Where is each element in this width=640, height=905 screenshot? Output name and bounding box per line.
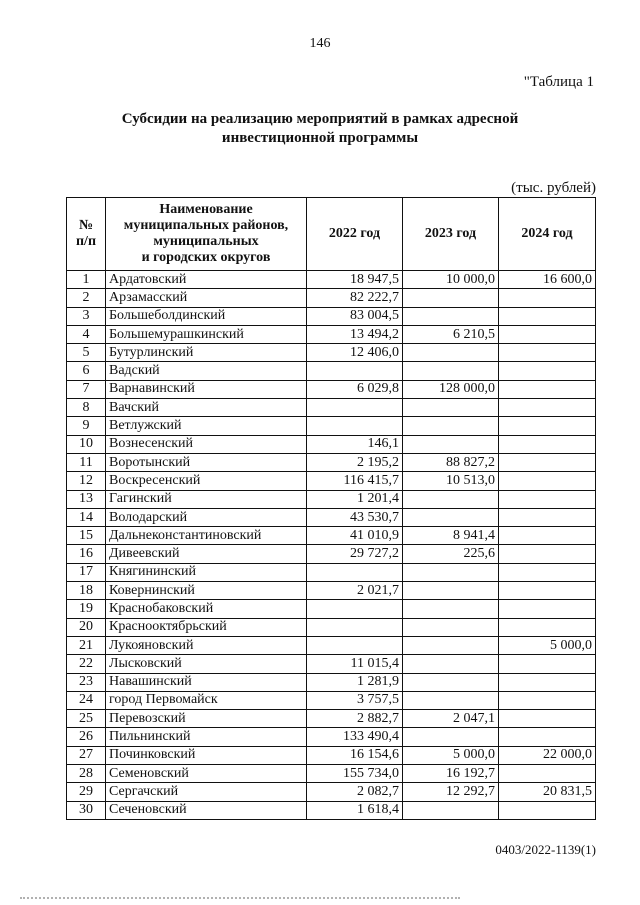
table-row xyxy=(67,380,596,398)
row-number-cell: 5 xyxy=(67,344,106,362)
district-name-cell: Ветлужский xyxy=(106,417,307,435)
value-2023-cell: 5 000,0 xyxy=(403,746,499,764)
value-2022-cell: 41 010,9 xyxy=(307,527,403,545)
value-2022-cell: 29 727,2 xyxy=(307,545,403,563)
value-2023-cell: 128 000,0 xyxy=(403,380,499,398)
table-row xyxy=(67,710,596,728)
col-header-number-line-2: п/п xyxy=(75,234,97,249)
table-row xyxy=(67,344,596,362)
value-2022-cell: 13 494,2 xyxy=(307,325,403,343)
table-row xyxy=(67,435,596,453)
table-row xyxy=(67,325,596,343)
value-2024-cell xyxy=(499,508,596,526)
district-name-cell: Ардатовский xyxy=(106,271,307,289)
row-number-cell: 23 xyxy=(67,673,106,691)
value-2024-cell: 20 831,5 xyxy=(499,783,596,801)
row-number-cell: 22 xyxy=(67,655,106,673)
value-2023-cell xyxy=(403,289,499,307)
table-header xyxy=(67,198,596,271)
table-row xyxy=(67,765,596,783)
row-number-cell: 30 xyxy=(67,801,106,819)
row-number-cell: 20 xyxy=(67,618,106,636)
row-number-cell: 10 xyxy=(67,435,106,453)
value-2023-cell: 225,6 xyxy=(403,545,499,563)
row-number-cell: 6 xyxy=(67,362,106,380)
value-2023-cell: 2 047,1 xyxy=(403,710,499,728)
value-2023-cell xyxy=(403,801,499,819)
district-name-cell: Краснооктябрьский xyxy=(106,618,307,636)
value-2023-cell xyxy=(403,600,499,618)
value-2023-cell xyxy=(403,655,499,673)
subsidies-table xyxy=(66,197,596,820)
table-row xyxy=(67,728,596,746)
value-2023-cell xyxy=(403,417,499,435)
value-2024-cell xyxy=(499,618,596,636)
row-number-cell: 27 xyxy=(67,746,106,764)
district-name-cell: Гагинский xyxy=(106,490,307,508)
value-2022-cell: 155 734,0 xyxy=(307,765,403,783)
col-header-2024: 2024 год xyxy=(499,198,596,271)
col-header-name-line-1: Наименование xyxy=(159,202,253,217)
table-row xyxy=(67,636,596,654)
table-row xyxy=(67,746,596,764)
district-name-cell: Семеновский xyxy=(106,765,307,783)
value-2024-cell: 16 600,0 xyxy=(499,271,596,289)
row-number-cell: 18 xyxy=(67,582,106,600)
district-name-cell: Дальнеконстантиновский xyxy=(106,527,307,545)
table-row xyxy=(67,673,596,691)
value-2023-cell: 12 292,7 xyxy=(403,783,499,801)
value-2024-cell xyxy=(499,600,596,618)
document-code: 0403/2022-1139(1) xyxy=(495,842,596,857)
value-2023-cell xyxy=(403,673,499,691)
district-name-cell: Володарский xyxy=(106,508,307,526)
value-2023-cell xyxy=(403,344,499,362)
value-2023-cell: 10 000,0 xyxy=(403,271,499,289)
value-2024-cell xyxy=(499,453,596,471)
row-number-cell: 7 xyxy=(67,380,106,398)
value-2024-cell xyxy=(499,527,596,545)
value-2024-cell xyxy=(499,289,596,307)
value-2022-cell: 11 015,4 xyxy=(307,655,403,673)
value-2024-cell: 22 000,0 xyxy=(499,746,596,764)
row-number-cell: 15 xyxy=(67,527,106,545)
table-row xyxy=(67,399,596,417)
table-row xyxy=(67,618,596,636)
value-2024-cell xyxy=(499,399,596,417)
value-2022-cell xyxy=(307,563,403,581)
row-number-cell: 17 xyxy=(67,563,106,581)
value-2022-cell: 1 618,4 xyxy=(307,801,403,819)
table-row xyxy=(67,563,596,581)
district-name-cell: Краснобаковский xyxy=(106,600,307,618)
table-row xyxy=(67,508,596,526)
value-2022-cell xyxy=(307,362,403,380)
value-2023-cell xyxy=(403,691,499,709)
row-number-cell: 26 xyxy=(67,728,106,746)
table-row xyxy=(67,801,596,819)
table-label: "Таблица 1 xyxy=(523,74,594,90)
district-name-cell: Пильнинский xyxy=(106,728,307,746)
value-2022-cell: 2 082,7 xyxy=(307,783,403,801)
district-name-cell: Воскресенский xyxy=(106,472,307,490)
value-2024-cell xyxy=(499,417,596,435)
value-2023-cell: 88 827,2 xyxy=(403,453,499,471)
table-row xyxy=(67,527,596,545)
row-number-cell: 9 xyxy=(67,417,106,435)
value-2024-cell xyxy=(499,691,596,709)
value-2022-cell: 1 281,9 xyxy=(307,673,403,691)
value-2022-cell: 2 021,7 xyxy=(307,582,403,600)
value-2023-cell xyxy=(403,435,499,453)
col-header-2023: 2023 год xyxy=(403,198,499,271)
document-title xyxy=(100,110,540,148)
value-2024-cell xyxy=(499,582,596,600)
row-number-cell: 19 xyxy=(67,600,106,618)
row-number-cell: 25 xyxy=(67,710,106,728)
district-name-cell: Вачский xyxy=(106,399,307,417)
table-row xyxy=(67,545,596,563)
value-2023-cell xyxy=(403,582,499,600)
table-row xyxy=(67,655,596,673)
table-row xyxy=(67,691,596,709)
value-2023-cell xyxy=(403,563,499,581)
table-row xyxy=(67,362,596,380)
col-header-number xyxy=(67,198,106,271)
value-2024-cell xyxy=(499,728,596,746)
col-header-name xyxy=(106,198,307,271)
row-number-cell: 16 xyxy=(67,545,106,563)
row-number-cell: 1 xyxy=(67,271,106,289)
value-2022-cell xyxy=(307,618,403,636)
table-row xyxy=(67,582,596,600)
col-header-name-line-4: и городских округов xyxy=(141,250,271,265)
header-row xyxy=(67,198,596,271)
district-name-cell: Бутурлинский xyxy=(106,344,307,362)
scan-artifact xyxy=(20,897,460,905)
value-2023-cell xyxy=(403,362,499,380)
value-2023-cell xyxy=(403,618,499,636)
value-2024-cell xyxy=(499,325,596,343)
district-name-cell: Княгининский xyxy=(106,563,307,581)
row-number-cell: 2 xyxy=(67,289,106,307)
district-name-cell: Ковернинский xyxy=(106,582,307,600)
value-2023-cell xyxy=(403,399,499,417)
district-name-cell: Лукояновский xyxy=(106,636,307,654)
row-number-cell: 4 xyxy=(67,325,106,343)
value-2023-cell xyxy=(403,508,499,526)
value-2024-cell xyxy=(499,710,596,728)
value-2023-cell: 16 192,7 xyxy=(403,765,499,783)
row-number-cell: 3 xyxy=(67,307,106,325)
value-2023-cell: 10 513,0 xyxy=(403,472,499,490)
district-name-cell: Арзамасский xyxy=(106,289,307,307)
title-line-1: Субсидии на реализацию мероприятий в рамках адресной xyxy=(121,111,519,127)
district-name-cell: Сергачский xyxy=(106,783,307,801)
value-2024-cell xyxy=(499,380,596,398)
value-2024-cell xyxy=(499,344,596,362)
row-number-cell: 21 xyxy=(67,636,106,654)
value-2022-cell: 1 201,4 xyxy=(307,490,403,508)
value-2022-cell xyxy=(307,417,403,435)
value-2024-cell: 5 000,0 xyxy=(499,636,596,654)
district-name-cell: Варнавинский xyxy=(106,380,307,398)
col-header-number-line-1: № xyxy=(78,218,94,233)
value-2022-cell xyxy=(307,636,403,654)
row-number-cell: 13 xyxy=(67,490,106,508)
units-note: (тыс. рублей) xyxy=(511,180,596,196)
value-2024-cell xyxy=(499,362,596,380)
value-2022-cell: 133 490,4 xyxy=(307,728,403,746)
table-row xyxy=(67,307,596,325)
value-2023-cell: 8 941,4 xyxy=(403,527,499,545)
district-name-cell: Вадский xyxy=(106,362,307,380)
district-name-cell: Починковский xyxy=(106,746,307,764)
table-row xyxy=(67,600,596,618)
table-row xyxy=(67,490,596,508)
row-number-cell: 28 xyxy=(67,765,106,783)
value-2023-cell xyxy=(403,636,499,654)
value-2022-cell: 16 154,6 xyxy=(307,746,403,764)
value-2022-cell: 83 004,5 xyxy=(307,307,403,325)
value-2022-cell: 43 530,7 xyxy=(307,508,403,526)
district-name-cell: Воротынский xyxy=(106,453,307,471)
value-2024-cell xyxy=(499,490,596,508)
value-2022-cell xyxy=(307,600,403,618)
table-row xyxy=(67,783,596,801)
district-name-cell: Навашинский xyxy=(106,673,307,691)
table-body xyxy=(67,271,596,820)
value-2022-cell: 3 757,5 xyxy=(307,691,403,709)
value-2023-cell: 6 210,5 xyxy=(403,325,499,343)
row-number-cell: 12 xyxy=(67,472,106,490)
table-row xyxy=(67,271,596,289)
value-2022-cell: 82 222,7 xyxy=(307,289,403,307)
value-2024-cell xyxy=(499,673,596,691)
district-name-cell: Большемурашкинский xyxy=(106,325,307,343)
value-2023-cell xyxy=(403,728,499,746)
value-2022-cell: 2 882,7 xyxy=(307,710,403,728)
value-2024-cell xyxy=(499,545,596,563)
district-name-cell: Большеболдинский xyxy=(106,307,307,325)
col-header-name-line-2: муниципальных районов, xyxy=(123,218,289,233)
value-2023-cell xyxy=(403,490,499,508)
district-name-cell: город Первомайск xyxy=(106,691,307,709)
value-2022-cell: 2 195,2 xyxy=(307,453,403,471)
district-name-cell: Перевозский xyxy=(106,710,307,728)
value-2022-cell xyxy=(307,399,403,417)
value-2022-cell: 12 406,0 xyxy=(307,344,403,362)
value-2024-cell xyxy=(499,563,596,581)
table-row xyxy=(67,453,596,471)
value-2022-cell: 146,1 xyxy=(307,435,403,453)
table-row xyxy=(67,289,596,307)
value-2023-cell xyxy=(403,307,499,325)
row-number-cell: 11 xyxy=(67,453,106,471)
title-line-2: инвестиционной программы xyxy=(221,130,419,146)
row-number-cell: 8 xyxy=(67,399,106,417)
page-number: 146 xyxy=(309,36,331,51)
value-2024-cell xyxy=(499,435,596,453)
row-number-cell: 24 xyxy=(67,691,106,709)
district-name-cell: Вознесенский xyxy=(106,435,307,453)
row-number-cell: 29 xyxy=(67,783,106,801)
table-row xyxy=(67,417,596,435)
value-2024-cell xyxy=(499,655,596,673)
value-2024-cell xyxy=(499,472,596,490)
value-2024-cell xyxy=(499,801,596,819)
district-name-cell: Дивеевский xyxy=(106,545,307,563)
value-2022-cell: 18 947,5 xyxy=(307,271,403,289)
col-header-2022: 2022 год xyxy=(307,198,403,271)
value-2022-cell: 6 029,8 xyxy=(307,380,403,398)
col-header-name-line-3: муниципальных xyxy=(153,234,259,249)
district-name-cell: Лысковский xyxy=(106,655,307,673)
district-name-cell: Сеченовский xyxy=(106,801,307,819)
row-number-cell: 14 xyxy=(67,508,106,526)
value-2024-cell xyxy=(499,765,596,783)
value-2024-cell xyxy=(499,307,596,325)
table-row xyxy=(67,472,596,490)
value-2022-cell: 116 415,7 xyxy=(307,472,403,490)
